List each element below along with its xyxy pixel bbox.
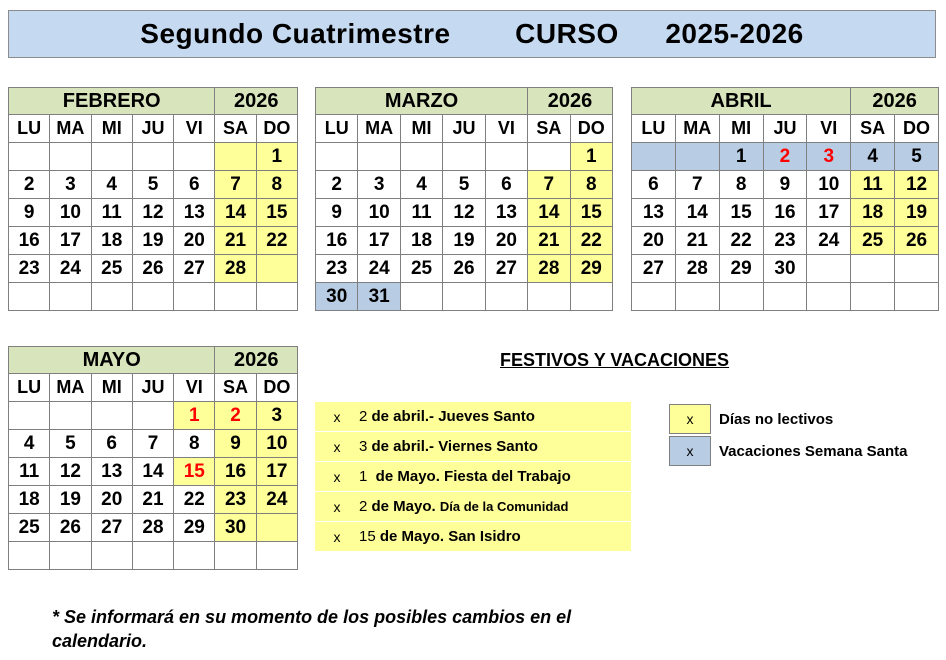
day-header: MI xyxy=(400,115,442,143)
day-cell: 14 xyxy=(215,199,256,227)
month-year: 2026 xyxy=(851,88,939,115)
week-row xyxy=(316,227,613,255)
day-cell: 2 xyxy=(316,171,358,199)
day-cell: 8 xyxy=(256,171,297,199)
legend-swatch: x xyxy=(669,436,711,466)
day-cell: 7 xyxy=(675,171,719,199)
day-cell: 10 xyxy=(50,199,91,227)
day-cell: 23 xyxy=(9,255,50,283)
day-cell: 18 xyxy=(91,227,132,255)
day-cell: 10 xyxy=(807,171,851,199)
festivo-text xyxy=(359,498,568,515)
day-cell: 23 xyxy=(763,227,807,255)
festivo-desc: de Mayo. San Isidro xyxy=(375,528,521,545)
legend-label: Días no lectivos xyxy=(719,410,834,428)
day-cell: 15 xyxy=(570,199,612,227)
festivo-text xyxy=(359,528,521,545)
day-cell: 26 xyxy=(132,255,173,283)
day-cell xyxy=(443,143,485,171)
festivo-item xyxy=(315,522,631,552)
day-cell: 18 xyxy=(400,227,442,255)
day-cell: 28 xyxy=(528,255,570,283)
day-cell: 25 xyxy=(851,227,895,255)
month-year: 2026 xyxy=(215,88,298,115)
calendar-marzo xyxy=(315,87,613,311)
page-title xyxy=(8,10,936,58)
day-header: MI xyxy=(719,115,763,143)
day-cell: 14 xyxy=(528,199,570,227)
day-cell: 5 xyxy=(443,171,485,199)
title-part2: CURSO xyxy=(515,18,619,49)
title-part1: Segundo Cuatrimestre xyxy=(140,18,451,49)
festivo-text xyxy=(359,468,571,485)
legend-item xyxy=(669,404,907,434)
day-cell: 13 xyxy=(485,199,527,227)
day-cell: 31 xyxy=(358,283,400,311)
day-cell: 21 xyxy=(215,227,256,255)
day-cell: 9 xyxy=(215,430,256,458)
day-cell: 28 xyxy=(215,255,256,283)
week-row xyxy=(632,171,939,199)
day-cell xyxy=(570,283,612,311)
day-cell: 28 xyxy=(675,255,719,283)
day-cell xyxy=(400,143,442,171)
day-cell: 19 xyxy=(895,199,939,227)
day-cell: 26 xyxy=(443,255,485,283)
day-cell: 25 xyxy=(91,255,132,283)
day-cell: 13 xyxy=(91,458,132,486)
calendar-febrero xyxy=(8,87,298,311)
day-cell: 26 xyxy=(50,514,91,542)
day-cell: 6 xyxy=(485,171,527,199)
day-cell: 15 xyxy=(174,458,215,486)
festivo-desc: de abril.- Jueves Santo xyxy=(367,408,535,425)
day-cell xyxy=(675,143,719,171)
day-cell: 11 xyxy=(9,458,50,486)
day-cell: 30 xyxy=(763,255,807,283)
festivo-day: 2 xyxy=(359,498,368,515)
day-cell: 27 xyxy=(174,255,215,283)
day-cell: 14 xyxy=(675,199,719,227)
day-header: DO xyxy=(570,115,612,143)
month-year: 2026 xyxy=(215,347,298,374)
day-cell: 29 xyxy=(570,255,612,283)
day-cell: 19 xyxy=(443,227,485,255)
day-cell xyxy=(400,283,442,311)
day-cell: 13 xyxy=(632,199,676,227)
day-cell xyxy=(50,542,91,570)
day-cell xyxy=(256,283,297,311)
week-row xyxy=(9,283,298,311)
day-cell xyxy=(528,283,570,311)
day-cell: 4 xyxy=(9,430,50,458)
day-cell xyxy=(215,542,256,570)
day-cell: 24 xyxy=(256,486,297,514)
week-row xyxy=(9,227,298,255)
day-header: MA xyxy=(50,115,91,143)
week-row xyxy=(9,514,298,542)
day-cell: 21 xyxy=(528,227,570,255)
day-header: JU xyxy=(763,115,807,143)
day-cell: 17 xyxy=(256,458,297,486)
legend-item xyxy=(669,436,907,466)
day-header: LU xyxy=(632,115,676,143)
day-cell: 1 xyxy=(256,143,297,171)
day-cell: 24 xyxy=(807,227,851,255)
day-cell: 12 xyxy=(50,458,91,486)
day-cell: 12 xyxy=(443,199,485,227)
day-header: MA xyxy=(50,374,91,402)
day-cell: 3 xyxy=(256,402,297,430)
day-cell xyxy=(91,402,132,430)
festivo-desc-small: Día de la Comunidad xyxy=(439,499,569,514)
day-header: SA xyxy=(215,115,256,143)
month-name: FEBRERO xyxy=(9,88,215,115)
day-header: LU xyxy=(9,115,50,143)
day-cell: 18 xyxy=(9,486,50,514)
day-cell xyxy=(256,255,297,283)
festivo-mark: x xyxy=(333,498,341,515)
day-cell xyxy=(132,402,173,430)
day-cell: 20 xyxy=(174,227,215,255)
day-cell: 28 xyxy=(132,514,173,542)
festivo-mark: x xyxy=(333,408,341,425)
week-row xyxy=(9,199,298,227)
day-cell xyxy=(91,542,132,570)
day-header: SA xyxy=(528,115,570,143)
day-cell: 2 xyxy=(9,171,50,199)
day-header: LU xyxy=(9,374,50,402)
day-cell: 20 xyxy=(485,227,527,255)
day-cell xyxy=(632,283,676,311)
month-name: MAYO xyxy=(9,347,215,374)
day-cell: 30 xyxy=(316,283,358,311)
day-cell: 19 xyxy=(132,227,173,255)
day-cell: 27 xyxy=(485,255,527,283)
day-cell: 12 xyxy=(132,199,173,227)
day-cell: 4 xyxy=(400,171,442,199)
week-row xyxy=(632,199,939,227)
day-cell: 29 xyxy=(174,514,215,542)
festivo-day: 2 xyxy=(359,408,368,425)
day-cell: 26 xyxy=(895,227,939,255)
day-cell xyxy=(632,143,676,171)
festivo-item xyxy=(315,462,631,492)
day-cell: 10 xyxy=(358,199,400,227)
day-cell xyxy=(443,283,485,311)
day-header: SA xyxy=(215,374,256,402)
day-cell: 24 xyxy=(358,255,400,283)
day-cell: 11 xyxy=(91,199,132,227)
day-cell: 1 xyxy=(174,402,215,430)
day-cell: 6 xyxy=(174,171,215,199)
day-cell xyxy=(9,143,50,171)
day-header: DO xyxy=(895,115,939,143)
day-cell xyxy=(50,283,91,311)
month-name: MARZO xyxy=(316,88,528,115)
day-cell: 22 xyxy=(570,227,612,255)
day-cell: 20 xyxy=(632,227,676,255)
week-row xyxy=(9,143,298,171)
festivo-mark: x xyxy=(333,528,341,545)
day-cell xyxy=(174,542,215,570)
day-cell: 17 xyxy=(358,227,400,255)
day-cell xyxy=(895,255,939,283)
day-cell: 29 xyxy=(719,255,763,283)
day-cell: 5 xyxy=(132,171,173,199)
week-row xyxy=(632,227,939,255)
day-header: JU xyxy=(132,374,173,402)
festivo-item xyxy=(315,492,631,522)
day-cell: 18 xyxy=(851,199,895,227)
legend-swatch: x xyxy=(669,404,711,434)
day-cell: 6 xyxy=(632,171,676,199)
day-cell xyxy=(807,283,851,311)
day-header: DO xyxy=(256,115,297,143)
day-cell: 15 xyxy=(256,199,297,227)
day-cell xyxy=(215,283,256,311)
week-row xyxy=(9,171,298,199)
week-row xyxy=(316,171,613,199)
day-cell: 8 xyxy=(174,430,215,458)
day-cell: 3 xyxy=(358,171,400,199)
day-cell xyxy=(763,283,807,311)
festivo-text xyxy=(359,438,538,455)
day-cell: 11 xyxy=(400,199,442,227)
day-cell: 14 xyxy=(132,458,173,486)
day-cell: 3 xyxy=(50,171,91,199)
day-cell xyxy=(132,283,173,311)
week-row xyxy=(9,430,298,458)
day-cell xyxy=(675,283,719,311)
festivo-desc: de abril.- Viernes Santo xyxy=(367,438,538,455)
day-cell: 27 xyxy=(91,514,132,542)
day-cell xyxy=(91,143,132,171)
day-cell: 15 xyxy=(719,199,763,227)
day-header: MA xyxy=(675,115,719,143)
day-cell: 25 xyxy=(9,514,50,542)
day-cell: 19 xyxy=(50,486,91,514)
day-cell: 7 xyxy=(215,171,256,199)
festivo-mark: x xyxy=(333,438,341,455)
day-cell xyxy=(50,402,91,430)
footnote: * Se informará en su momento de los posibles cambios en el calendario. xyxy=(52,607,572,651)
week-row xyxy=(316,255,613,283)
day-cell xyxy=(719,283,763,311)
day-cell xyxy=(528,143,570,171)
day-cell: 7 xyxy=(132,430,173,458)
day-header: MI xyxy=(91,115,132,143)
festivo-text xyxy=(359,408,535,425)
day-cell: 5 xyxy=(50,430,91,458)
day-cell: 21 xyxy=(132,486,173,514)
day-cell: 1 xyxy=(570,143,612,171)
day-cell: 17 xyxy=(50,227,91,255)
day-cell: 11 xyxy=(851,171,895,199)
day-cell: 22 xyxy=(256,227,297,255)
day-header: JU xyxy=(443,115,485,143)
festivo-item xyxy=(315,402,631,432)
day-cell xyxy=(256,514,297,542)
day-cell: 4 xyxy=(91,171,132,199)
calendar-mayo xyxy=(8,346,298,570)
festivo-item xyxy=(315,432,631,462)
day-cell: 25 xyxy=(400,255,442,283)
day-cell xyxy=(256,542,297,570)
festivo-mark: x xyxy=(333,468,341,485)
day-cell: 24 xyxy=(50,255,91,283)
week-row xyxy=(316,283,613,311)
day-cell xyxy=(851,255,895,283)
day-cell xyxy=(358,143,400,171)
week-row xyxy=(9,458,298,486)
day-cell xyxy=(851,283,895,311)
day-cell xyxy=(50,143,91,171)
day-header: VI xyxy=(174,115,215,143)
day-cell: 23 xyxy=(215,486,256,514)
day-cell: 16 xyxy=(316,227,358,255)
day-cell xyxy=(132,542,173,570)
day-cell: 16 xyxy=(9,227,50,255)
day-cell: 22 xyxy=(719,227,763,255)
day-cell: 9 xyxy=(763,171,807,199)
day-cell: 23 xyxy=(316,255,358,283)
day-cell: 13 xyxy=(174,199,215,227)
day-cell: 21 xyxy=(675,227,719,255)
day-header: VI xyxy=(807,115,851,143)
week-row xyxy=(9,486,298,514)
day-cell: 8 xyxy=(570,171,612,199)
day-header: SA xyxy=(851,115,895,143)
month-name: ABRIL xyxy=(632,88,851,115)
festivos-list xyxy=(315,402,631,552)
day-header: DO xyxy=(256,374,297,402)
day-cell xyxy=(485,283,527,311)
day-cell: 5 xyxy=(895,143,939,171)
week-row xyxy=(316,199,613,227)
day-cell: 16 xyxy=(215,458,256,486)
festivo-desc: de Mayo. Fiesta del Trabajo xyxy=(367,468,571,485)
day-header: MI xyxy=(91,374,132,402)
day-cell: 9 xyxy=(316,199,358,227)
week-row xyxy=(632,283,939,311)
legend xyxy=(669,404,907,468)
day-cell: 3 xyxy=(807,143,851,171)
day-cell xyxy=(215,143,256,171)
festivo-day: 1 xyxy=(359,468,368,485)
calendar-abril xyxy=(631,87,939,311)
day-cell: 7 xyxy=(528,171,570,199)
day-cell xyxy=(132,143,173,171)
day-cell: 1 xyxy=(719,143,763,171)
day-cell: 12 xyxy=(895,171,939,199)
week-row xyxy=(632,255,939,283)
festivo-desc: de Mayo. xyxy=(367,498,440,515)
day-cell xyxy=(9,402,50,430)
day-cell: 30 xyxy=(215,514,256,542)
day-cell xyxy=(174,143,215,171)
week-row xyxy=(9,255,298,283)
week-row xyxy=(316,143,613,171)
day-cell xyxy=(174,283,215,311)
day-cell: 27 xyxy=(632,255,676,283)
day-cell: 2 xyxy=(215,402,256,430)
title-part3: 2025-2026 xyxy=(665,18,804,49)
day-header: JU xyxy=(132,115,173,143)
festivos-heading: FESTIVOS Y VACACIONES xyxy=(500,350,730,370)
day-header: VI xyxy=(174,374,215,402)
day-cell: 8 xyxy=(719,171,763,199)
day-cell xyxy=(91,283,132,311)
day-cell: 16 xyxy=(763,199,807,227)
day-header: MA xyxy=(358,115,400,143)
month-year: 2026 xyxy=(528,88,613,115)
week-row xyxy=(9,402,298,430)
day-cell xyxy=(807,255,851,283)
day-cell xyxy=(895,283,939,311)
day-cell: 6 xyxy=(91,430,132,458)
day-cell xyxy=(316,143,358,171)
day-cell: 9 xyxy=(9,199,50,227)
day-cell: 10 xyxy=(256,430,297,458)
legend-label: Vacaciones Semana Santa xyxy=(719,442,908,460)
day-header: LU xyxy=(316,115,358,143)
week-row xyxy=(632,143,939,171)
day-cell: 2 xyxy=(763,143,807,171)
festivo-day: 15 xyxy=(359,528,376,545)
day-cell: 4 xyxy=(851,143,895,171)
day-header: VI xyxy=(485,115,527,143)
day-cell: 22 xyxy=(174,486,215,514)
day-cell xyxy=(9,283,50,311)
day-cell: 20 xyxy=(91,486,132,514)
day-cell xyxy=(485,143,527,171)
festivo-day: 3 xyxy=(359,438,368,455)
week-row xyxy=(9,542,298,570)
day-cell xyxy=(9,542,50,570)
day-cell: 17 xyxy=(807,199,851,227)
